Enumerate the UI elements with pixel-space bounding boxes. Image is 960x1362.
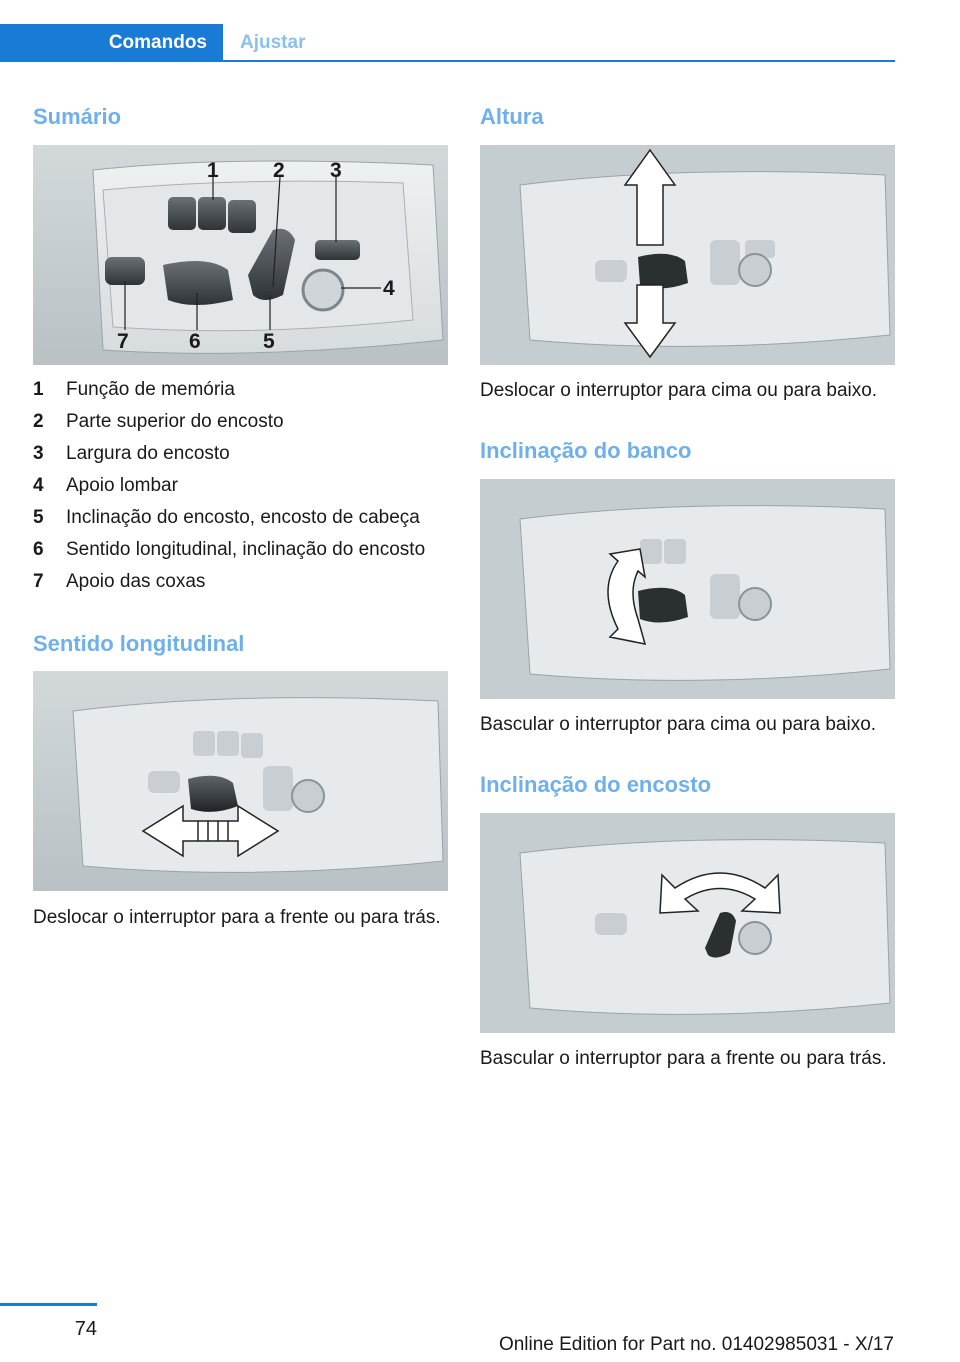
tab-comandos[interactable]: Comandos xyxy=(0,24,223,62)
controls-legend xyxy=(33,374,453,598)
legend-item xyxy=(33,406,453,438)
seat-tilt-instruction: Bascular o interruptor para cima ou para baixo. xyxy=(480,714,877,735)
figure-backrest-adjust xyxy=(480,813,895,1033)
figure-height-adjust xyxy=(480,145,895,365)
heading-backrest: Inclinação do encosto xyxy=(480,772,712,797)
legend-number: 4 xyxy=(33,475,44,496)
legend-item xyxy=(33,470,453,502)
legend-item xyxy=(33,502,453,534)
page-number: 74 xyxy=(74,1318,97,1340)
tab-divider xyxy=(0,60,895,62)
legend-label: Função de memória xyxy=(66,379,235,400)
legend-number: 1 xyxy=(33,379,44,400)
callout-7: 7 xyxy=(117,330,129,353)
edition-note: Online Edition for Part no. 01402985031 - X/17 xyxy=(498,1334,894,1355)
legend-item xyxy=(33,534,453,566)
legend-item xyxy=(33,566,453,598)
longitudinal-instruction: Deslocar o interruptor para a frente ou para trás. xyxy=(33,907,441,928)
legend-label: Apoio das coxas xyxy=(66,571,206,592)
legend-label: Largura do encosto xyxy=(66,443,230,464)
legend-label: Inclinação do encosto, encosto de cabeça xyxy=(66,507,420,528)
figure-seat-controls-overview xyxy=(33,145,448,365)
tab-ajustar[interactable]: Ajustar xyxy=(240,32,306,53)
footer-rule xyxy=(0,1303,97,1306)
legend-number: 3 xyxy=(33,443,44,464)
legend-number: 5 xyxy=(33,507,44,528)
legend-label: Sentido longitudinal, inclinação do encosto xyxy=(66,539,426,560)
backrest-instruction: Bascular o interruptor para a frente ou para trás. xyxy=(480,1048,887,1069)
legend-item xyxy=(33,438,453,470)
callout-2: 2 xyxy=(273,159,285,182)
callout-3: 3 xyxy=(330,159,342,182)
heading-seat-tilt: Inclinação do banco xyxy=(480,438,692,463)
heading-height: Altura xyxy=(480,104,544,129)
legend-item xyxy=(33,374,453,406)
heading-overview: Sumário xyxy=(33,104,122,129)
figure-longitudinal-adjust xyxy=(33,671,448,891)
callout-5: 5 xyxy=(263,330,275,353)
legend-number: 2 xyxy=(33,411,44,432)
height-instruction: Deslocar o interruptor para cima ou para baixo. xyxy=(480,380,878,401)
heading-longitudinal: Sentido longitudinal xyxy=(33,631,245,656)
callout-6: 6 xyxy=(189,330,201,353)
callout-1: 1 xyxy=(207,159,219,182)
legend-number: 7 xyxy=(33,571,44,592)
figure-seat-tilt-adjust xyxy=(480,479,895,699)
callout-4: 4 xyxy=(383,277,395,300)
legend-label: Parte superior do encosto xyxy=(66,411,284,432)
legend-label: Apoio lombar xyxy=(66,475,178,496)
chapter-tabs xyxy=(0,24,895,62)
legend-number: 6 xyxy=(33,539,44,560)
